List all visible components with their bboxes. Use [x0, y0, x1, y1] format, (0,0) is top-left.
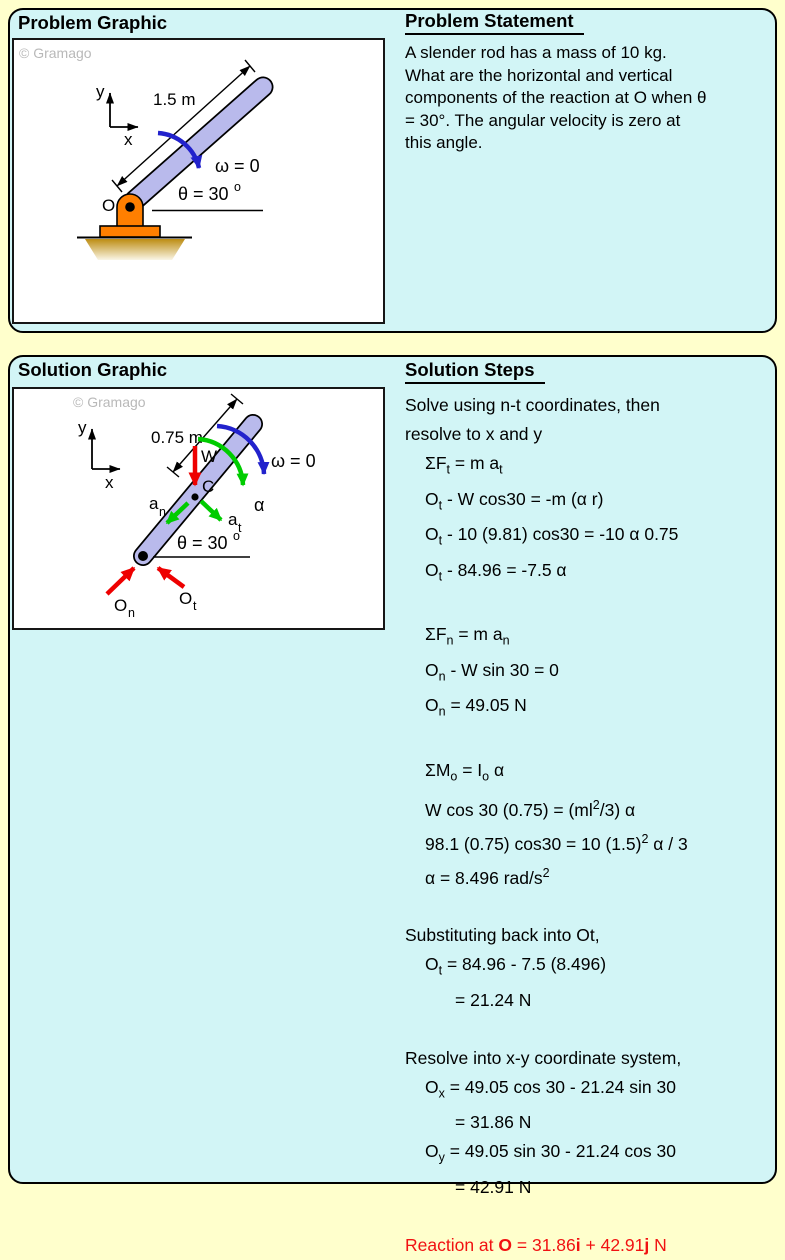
statement-line: = 30°. The angular velocity is zero at: [405, 110, 681, 130]
On-reaction-arrow: [107, 568, 134, 594]
theta-label: θ = 30: [178, 184, 229, 204]
step-line: $\Sigma M_o = I_o$ α: [425, 759, 505, 783]
solution-graphic-title: Solution Graphic: [18, 359, 168, 380]
alpha-label: α: [254, 495, 265, 515]
at-label: a: [228, 510, 238, 529]
x-axis-label: x: [124, 130, 133, 149]
step-line: $\Sigma F_n = m$ $a_n$: [425, 624, 510, 648]
y-axis-label: y: [78, 418, 87, 437]
step-line: $O_x = 49.05$ cos 30 - 21.24 sin 30: [425, 1076, 676, 1101]
center-of-mass-point: [191, 493, 198, 500]
theta-degree-sup: o: [234, 180, 241, 194]
watermark: © Gramago: [19, 45, 92, 61]
an-label-sub: n: [159, 505, 166, 519]
pivot-point: [125, 202, 135, 212]
step-line: 98.1 (0.75) cos30 = 10 $(1.5)^2$ α / 3: [425, 831, 688, 854]
xy-axes: [110, 93, 138, 127]
Ot-reaction-arrow: [158, 568, 184, 587]
On-label: O: [114, 596, 128, 615]
step-line: $O_n$ - W sin 30 = 0: [425, 659, 559, 683]
problem-graphic-canvas: [12, 38, 385, 324]
ground: [85, 239, 185, 260]
step-line: resolve to x and y: [405, 424, 543, 444]
solution-graphic-canvas: [12, 387, 385, 630]
dimension-label: 0.75 m: [151, 428, 203, 447]
step-line: $O_t - 84.96 = -7.5$ α: [425, 559, 567, 583]
statement-line: this angle.: [405, 133, 483, 152]
step-line: $O_t - 10$ (9.81) cos30 = -10 α 0.75: [425, 524, 679, 548]
statement-line: components of the reaction at O when θ: [405, 88, 707, 107]
answer-line: Reaction at O = 31.86i + 42.91j N: [405, 1234, 667, 1255]
step-line: Resolve into x-y coordinate system,: [405, 1047, 682, 1068]
watermark: © Gramago: [73, 394, 146, 410]
statement-line: A slender rod has a mass of 10 kg.: [405, 43, 667, 62]
step-line: = 31.86 N: [455, 1112, 532, 1133]
at-label-sub: t: [238, 521, 242, 535]
theta-degree-sup: o: [233, 529, 240, 543]
problem-statement-text: [405, 42, 777, 155]
problem-panel: [8, 8, 777, 333]
solution-diagram: [14, 389, 383, 628]
omega-label: ω = 0: [271, 451, 316, 471]
step-line: $\Sigma F_t = m$ $a_t$: [425, 453, 503, 477]
step-line: α = 8.496 rad/$s^2$: [425, 865, 550, 888]
step-line: W cos 30 $(0.75) = (ml^2/3)$ α: [425, 798, 636, 820]
x-axis-label: x: [105, 473, 114, 492]
weight-label: W: [201, 447, 218, 466]
solution-panel: [8, 355, 777, 1255]
pivot-point: [138, 551, 148, 561]
theta-label: θ = 30: [177, 533, 228, 553]
step-line: = 21.24 N: [455, 989, 532, 1010]
problem-graphic-title: Problem Graphic: [18, 12, 168, 33]
solution-steps-heading: Solution Steps: [405, 359, 545, 384]
step-line: Solve using n-t coordinates, then: [405, 395, 660, 415]
step-line: = 42.91 N: [455, 1176, 532, 1197]
an-label: a: [149, 494, 159, 513]
step-line: Substituting back into Ot,: [405, 925, 600, 946]
step-line: $O_y = 49.05$ sin 30 - 21.24 cos 30: [425, 1141, 676, 1165]
step-line: $O_t = 84.96 - 7.5$ (8.496): [425, 954, 607, 978]
pivot-label: O: [102, 196, 116, 215]
problem-diagram: [14, 40, 383, 322]
On-label-sub: n: [128, 606, 135, 620]
y-axis-label: y: [96, 82, 105, 101]
Ot-label: O: [179, 589, 193, 608]
step-line: $O_t$ - W cos30 = -m (α r): [425, 488, 604, 512]
dimension-label: 1.5 m: [153, 90, 196, 109]
solution-steps: [405, 391, 777, 1260]
omega-label: ω = 0: [215, 156, 260, 176]
xy-axes: [92, 429, 120, 469]
statement-line: What are the horizontal and vertical: [405, 65, 673, 85]
tangential-accel-arrow: [201, 501, 221, 520]
Ot-label-sub: t: [193, 599, 197, 613]
step-line: $O_n = 49.05$ N: [425, 695, 527, 719]
pivot-mount: [77, 194, 192, 260]
center-label: C: [202, 477, 215, 496]
problem-statement-heading: Problem Statement: [405, 10, 584, 35]
